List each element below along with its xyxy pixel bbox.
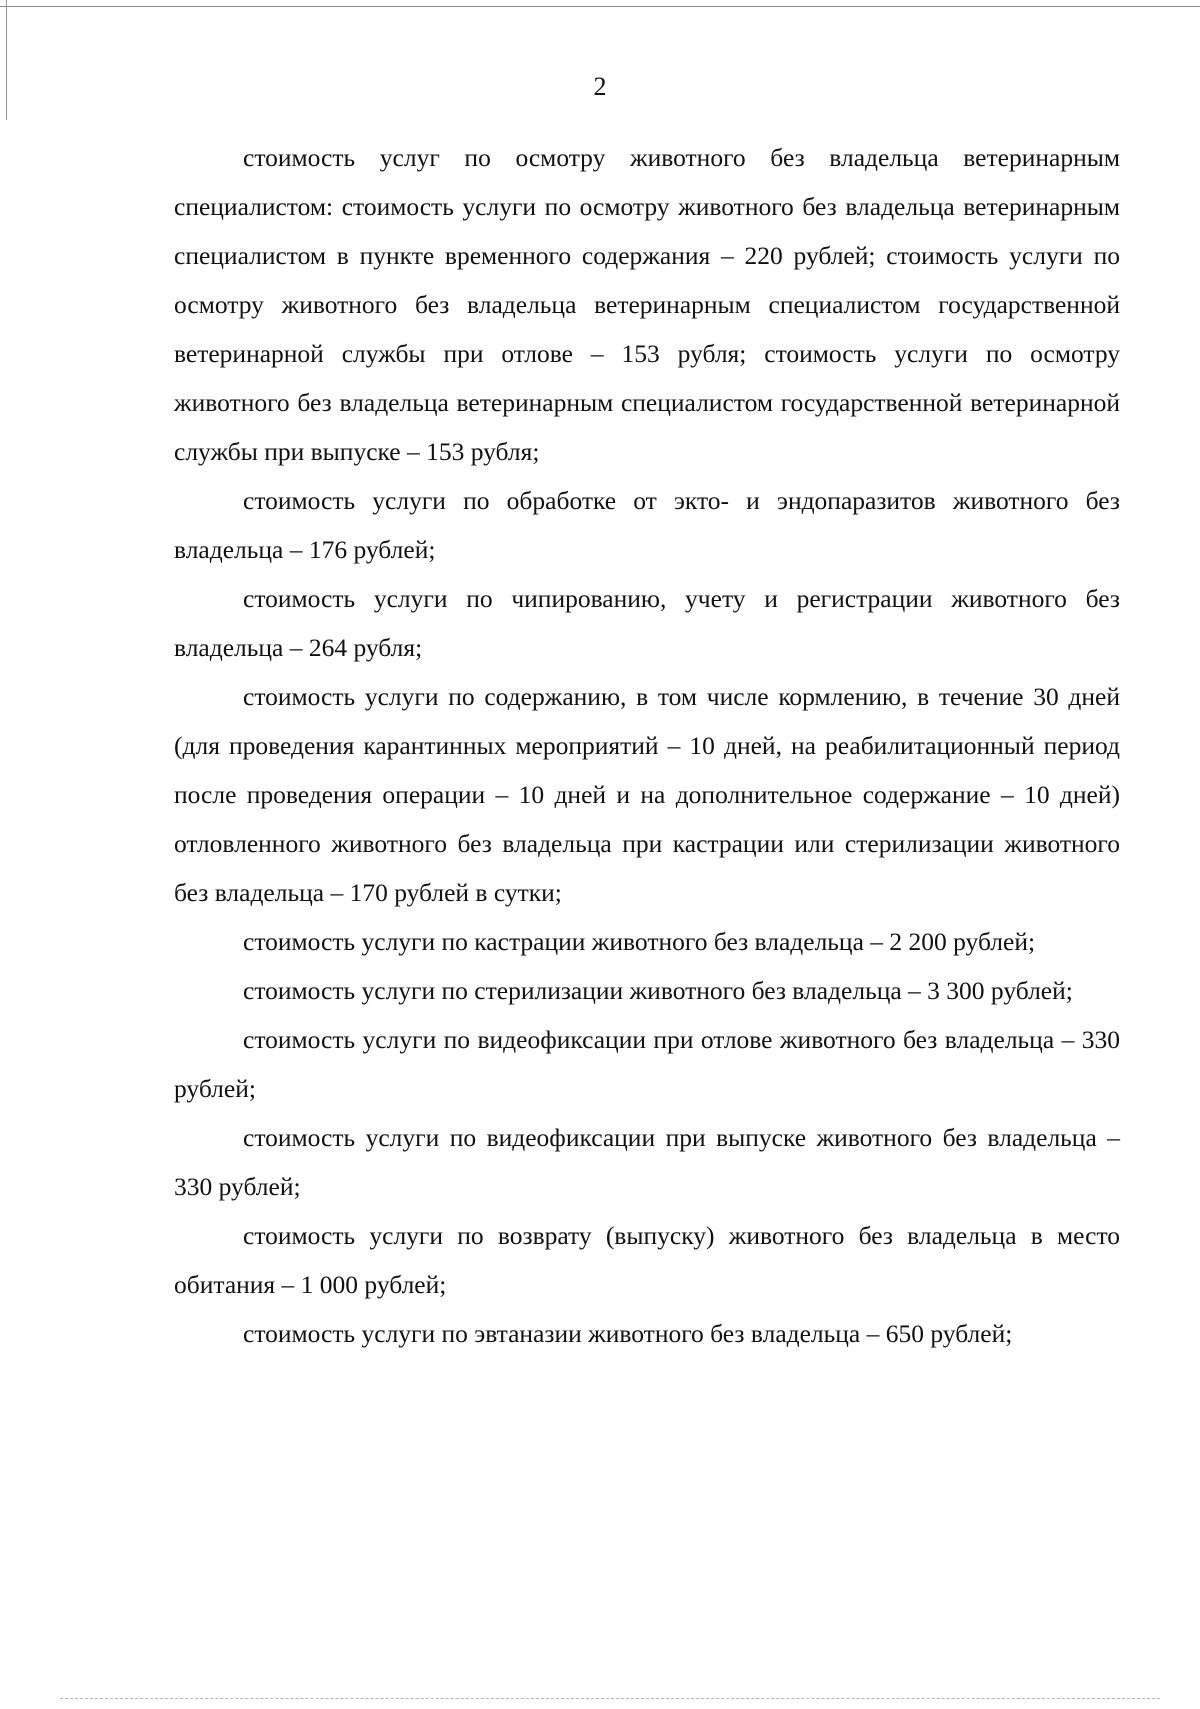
paragraph-video-release-cost: стоимость услуги по видеофиксации при выпуске животного без владельца – 330 рублей; — [174, 1123, 1120, 1201]
paragraph-parasite-treatment-cost: стоимость услуги по обработке от экто- и эндопаразитов животного без владельца – 176 рублей; — [174, 486, 1120, 564]
paragraph-chipping-cost: стоимость услуги по чипированию, учету и регистрации животного без владельца – 264 рубля; — [174, 584, 1120, 662]
paragraph-vet-inspection-cost: стоимость услуг по осмотру животного без владельца ветеринарным специалистом: стоимость услуги по осмотру животного без владельца ветеринарным специалистом в пункте временного содержания – 220 рублей; стоимость услуги по осмотру животного без владельца ветеринарным специалистом государственной ветеринарной службы при отлове – 153 рубля; стоимость услуги по осмотру животного без владельца ветеринарным специалистом государственной ветеринарной службы при выпуске – 153 рубля; — [174, 143, 1120, 466]
paragraph-sterilization-cost: стоимость услуги по стерилизации животного без владельца – 3 300 рублей; — [243, 976, 1073, 1005]
paragraph-return-cost: стоимость услуги по возврату (выпуску) животного без владельца в место обитания – 1 000 рублей; — [174, 1221, 1120, 1299]
paragraph-castration-cost: стоимость услуги по кастрации животного без владельца – 2 200 рублей; — [243, 927, 1036, 956]
paragraph-keeping-cost: стоимость услуги по содержанию, в том числе кормлению, в течение 30 дней (для проведения карантинных мероприятий – 10 дней, на реабилитационный период после проведения операции – 10 дней и на дополнительное содержание – 10 дней) отловленного животного без владельца при кастрации или стерилизации животного без владельца – 170 рублей в сутки; — [174, 682, 1120, 907]
page-number: 2 — [593, 72, 607, 101]
scan-edge-top — [0, 6, 1200, 7]
scan-edge-bottom — [60, 1698, 1160, 1699]
scan-edge-left — [6, 0, 7, 120]
paragraph-euthanasia-cost: стоимость услуги по эвтаназии животного без владельца – 650 рублей; — [243, 1319, 1013, 1348]
document-body — [174, 133, 1120, 1358]
paragraph-video-capture-cost: стоимость услуги по видеофиксации при отлове животного без владельца – 330 рублей; — [174, 1025, 1120, 1103]
